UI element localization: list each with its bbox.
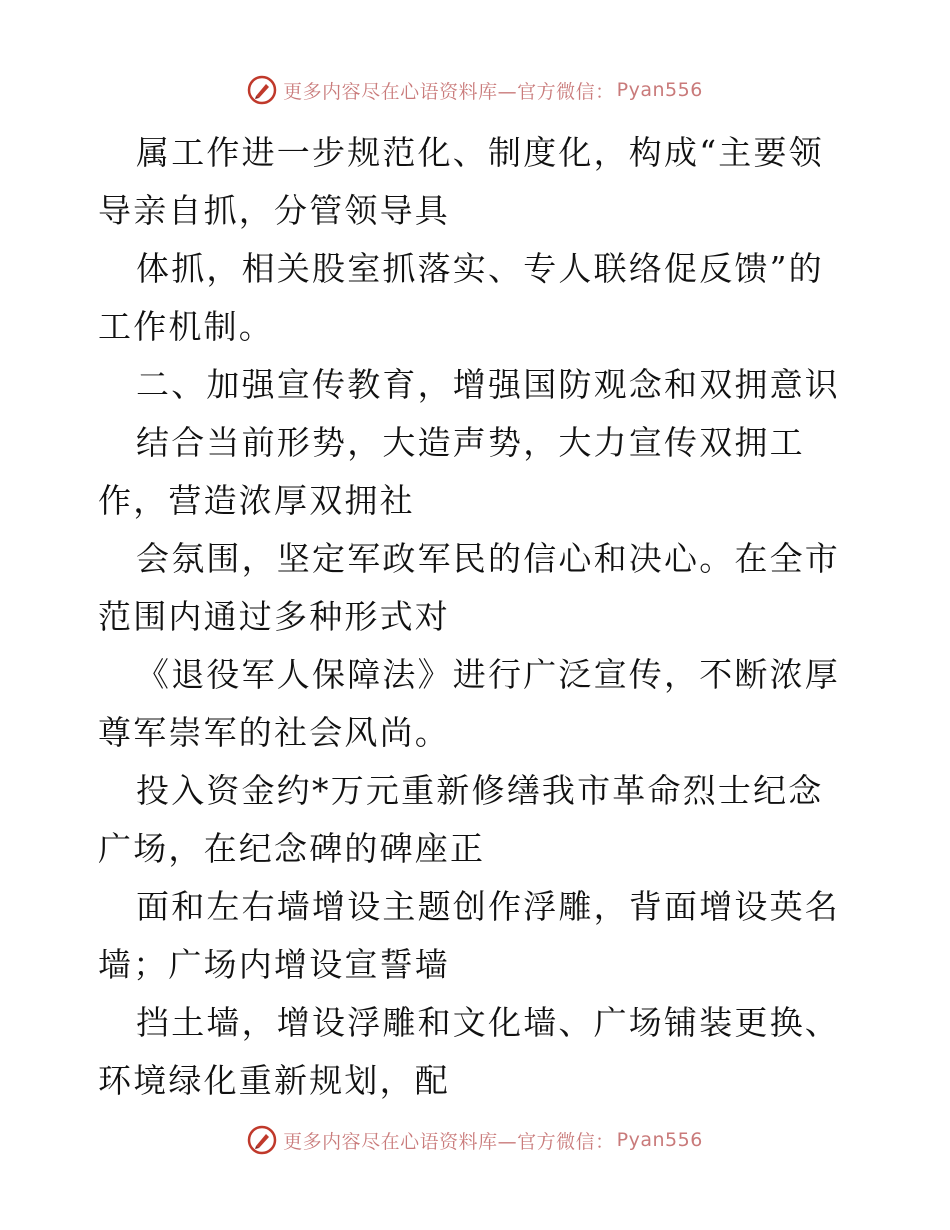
document-body [98,124,858,1110]
paragraph: 《退役军人保障法》进行广泛宣传，不断浓厚尊军崇军的社会风尚。 [98,655,840,752]
footer-watermark [0,1122,950,1158]
paragraph: 投入资金约*万元重新修缮我市革命烈士纪念广场，在纪念碑的碑座正 [98,771,824,868]
header-watermark [0,72,950,108]
paragraph: 挡土墙，增设浮雕和文化墙、广场铺装更换、环境绿化重新规划，配 [98,1003,840,1100]
paragraph: 属工作进一步规范化、制度化，构成“主要领导亲自抓，分管领导具 [98,133,824,230]
paragraph: 体抓，相关股室抓落实、专人联络促反馈”的工作机制。 [98,249,824,346]
watermark-id: Pyan556 [616,79,703,101]
watermark-text: 更多内容尽在心语资料库—官方微信： [283,80,615,103]
watermark-id: Pyan556 [616,1129,703,1151]
pen-logo-icon [247,1125,277,1155]
section-heading: 二、加强宣传教育，增强国防观念和双拥意识 [136,365,840,404]
pen-logo-icon [247,75,277,105]
watermark-text: 更多内容尽在心语资料库—官方微信： [283,1130,615,1153]
paragraph: 面和左右墙增设主题创作浮雕，背面增设英名墙；广场内增设宣誓墙 [98,887,840,984]
paragraph: 会氛围，坚定军政军民的信心和决心。在全市范围内通过多种形式对 [98,539,840,636]
paragraph: 结合当前形势，大造声势，大力宣传双拥工作，营造浓厚双拥社 [98,423,805,520]
